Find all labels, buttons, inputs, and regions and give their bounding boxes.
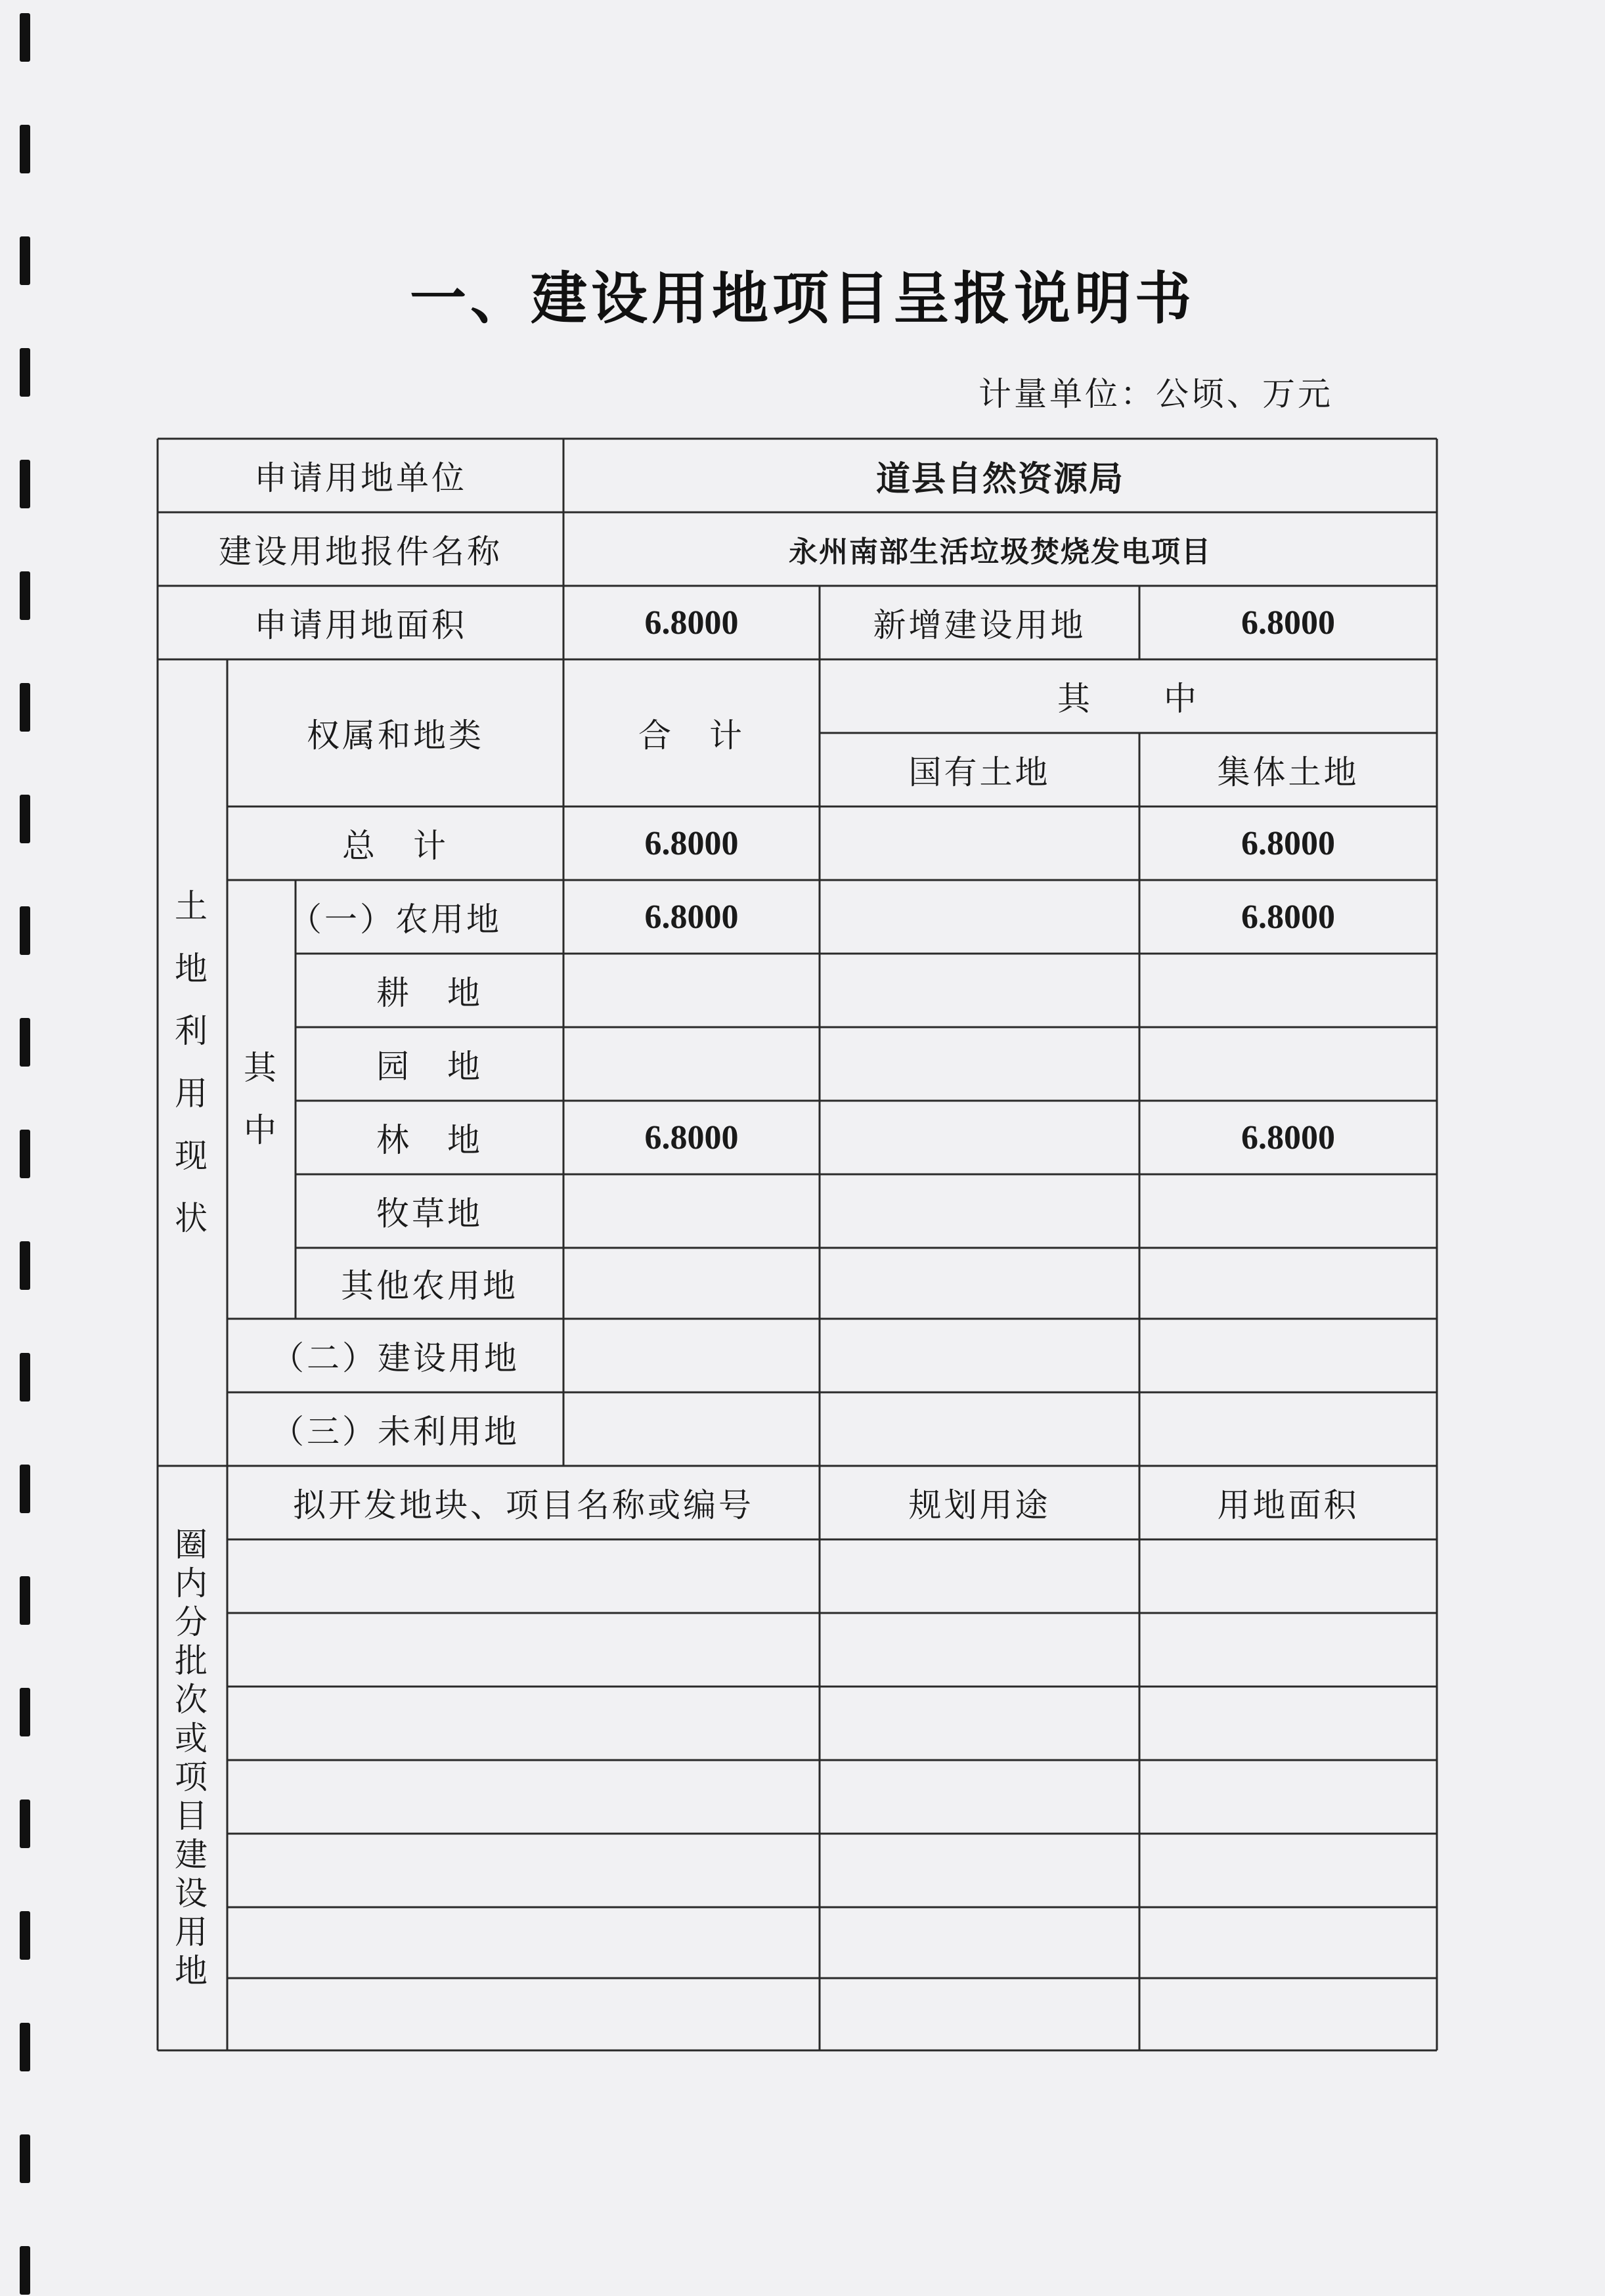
vertical-char: 项 <box>175 1758 210 1796</box>
new-construction-value: 6.8000 <box>1241 604 1335 642</box>
row-garden-collective <box>1139 1027 1437 1101</box>
unit-note: 计量单位：公顷、万元 <box>978 375 1333 413</box>
row-cultivated-sum <box>563 954 820 1027</box>
vertical-char: 现 <box>175 1137 210 1175</box>
vertical-char: 地 <box>175 1952 210 1990</box>
vertical-char: 建 <box>175 1836 210 1874</box>
row-garden-sum <box>563 1027 820 1101</box>
row-label-construction: （二）建设用地 <box>271 1339 519 1377</box>
row-agricultural-sum: 6.8000 <box>644 898 739 936</box>
row-pasture-collective <box>1139 1174 1437 1248</box>
vertical-char: 土 <box>175 887 210 925</box>
row-cultivated-state <box>820 954 1139 1027</box>
vertical-char: 利 <box>175 1012 210 1050</box>
land-use-section-label <box>158 659 227 1466</box>
vertical-char: 其 <box>244 1049 279 1087</box>
vertical-char: 中 <box>244 1111 279 1149</box>
vertical-char: 内 <box>175 1564 210 1602</box>
vertical-char: 用 <box>175 1913 210 1951</box>
vertical-char: 批 <box>175 1642 210 1680</box>
vertical-char: 或 <box>175 1719 210 1757</box>
new-construction-label: 新增建设用地 <box>873 606 1086 644</box>
total-column-header: 合 计 <box>638 717 745 755</box>
area-label: 申请用地面积 <box>254 606 467 644</box>
row-label-garden: 园 地 <box>376 1048 483 1086</box>
row-label-total: 总 计 <box>342 827 449 865</box>
row-label-other-agricultural: 其他农用地 <box>341 1267 518 1305</box>
vertical-char: 用 <box>175 1074 210 1113</box>
row-other-agricultural-sum <box>563 1248 820 1319</box>
row-forest-state <box>820 1101 1139 1174</box>
row-unused-state <box>820 1392 1139 1466</box>
row-label-agricultural: （一）农用地 <box>289 900 502 938</box>
row-agricultural-collective: 6.8000 <box>1241 898 1335 936</box>
row-pasture-sum <box>563 1174 820 1248</box>
row-other-agricultural-state <box>820 1248 1139 1319</box>
vertical-char: 目 <box>175 1797 210 1835</box>
row-total-state <box>820 806 1139 880</box>
row-total-collective: 6.8000 <box>1241 824 1335 862</box>
page-title: 一、建设用地项目呈报说明书 <box>410 266 1195 332</box>
row-label-unused: （三）未利用地 <box>271 1413 519 1451</box>
vertical-char: 状 <box>175 1199 210 1237</box>
row-unused-sum <box>563 1392 820 1466</box>
row-label-cultivated: 耕 地 <box>376 974 483 1012</box>
row-pasture-state <box>820 1174 1139 1248</box>
area-value: 6.8000 <box>644 604 739 642</box>
batch-area-header: 用地面积 <box>1217 1486 1359 1524</box>
row-construction-state <box>820 1319 1139 1392</box>
ownership-type-label: 权属和地类 <box>307 717 484 755</box>
vertical-char: 地 <box>175 950 210 988</box>
row-cultivated-collective <box>1139 954 1437 1027</box>
batch-use-header: 规划用途 <box>908 1486 1051 1524</box>
vertical-char: 设 <box>175 1874 210 1912</box>
row-garden-state <box>820 1027 1139 1101</box>
vertical-char: 分 <box>175 1603 210 1641</box>
batch-name-header: 拟开发地块、项目名称或编号 <box>293 1486 754 1524</box>
project-label: 建设用地报件名称 <box>219 533 502 571</box>
row-unused-collective <box>1139 1392 1437 1466</box>
row-forest-sum: 6.8000 <box>644 1118 739 1157</box>
row-label-pasture: 牧草地 <box>376 1195 483 1233</box>
row-total-sum: 6.8000 <box>644 824 739 862</box>
row-construction-collective <box>1139 1319 1437 1392</box>
row-forest-collective: 6.8000 <box>1241 1118 1335 1157</box>
row-agricultural-state <box>820 880 1139 954</box>
state-land-header: 国有土地 <box>908 753 1051 791</box>
row-label-forest: 林 地 <box>376 1121 483 1159</box>
row-other-agricultural-collective <box>1139 1248 1437 1319</box>
batch-section-label <box>158 1466 227 2050</box>
applicant-value: 道县自然资源局 <box>875 458 1124 499</box>
row-construction-sum <box>563 1319 820 1392</box>
vertical-char: 次 <box>175 1681 210 1719</box>
among-header: 其 中 <box>1057 680 1199 718</box>
vertical-char: 圈 <box>175 1526 210 1564</box>
collective-land-header: 集体土地 <box>1217 753 1359 791</box>
applicant-label: 申请用地单位 <box>254 459 467 497</box>
project-value: 永州南部生活垃圾焚烧发电项目 <box>789 535 1212 569</box>
